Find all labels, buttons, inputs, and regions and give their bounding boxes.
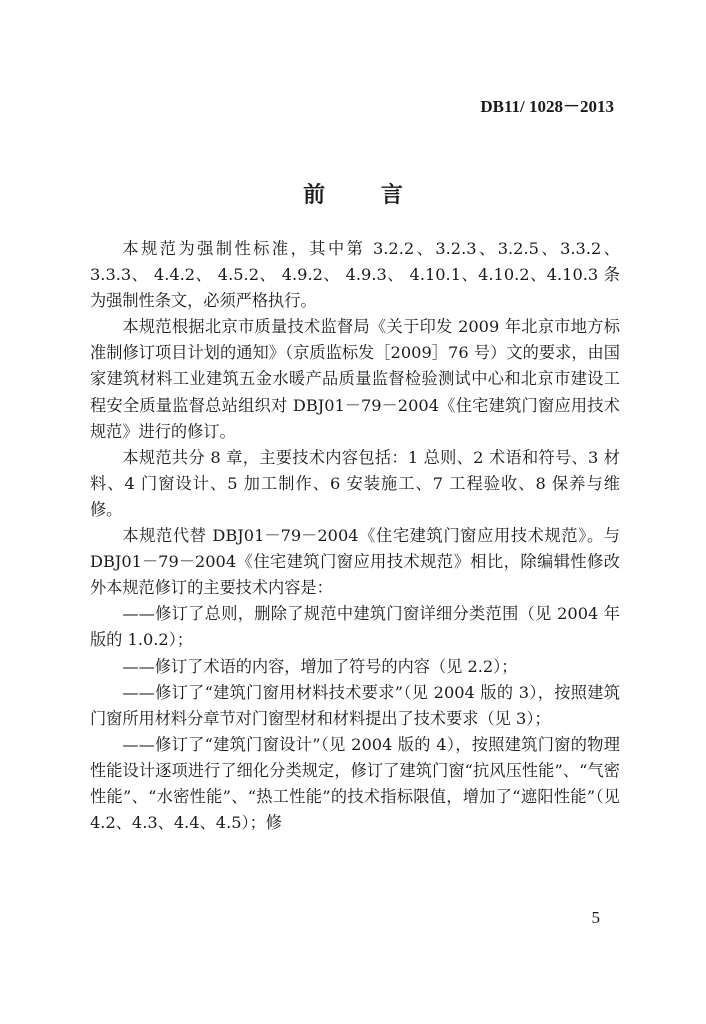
paragraph-chapters: 本规范共分 8 章，主要技术内容包括：1 总则、2 术语和符号、3 材料、4 门窗设计、5 加工制作、6 安装施工、7 工程验收、8 保养与维修。 xyxy=(90,447,620,519)
page-number: 5 xyxy=(591,908,600,927)
revision-item-general: ——修订了总则，删除了规范中建筑门窗详细分类范围（见 2004 年版的 1.0.2）； xyxy=(90,604,620,650)
revision-item-materials: ——修订了“建筑门窗用材料技术要求”（见 2004 版的 3），按照建筑门窗所用材料分章节对门窗型材和材料提出了技术要求（见 3）； xyxy=(90,682,620,728)
revision-item-terms: ——修订了术语的内容，增加了符号的内容（见 2.2）； xyxy=(122,656,518,676)
paragraph-mandatory-clauses: 本规范为强制性标准，其中第 3.2.2、3.2.3、3.2.5、3.3.2、 3.3.3、 4.4.2、 4.5.2、 4.9.2、 4.9.3、 4.10.1、4.10.2、4.10.3 条为强制性条文，必须严格执行。 xyxy=(90,239,620,311)
body-text xyxy=(90,236,620,836)
document-code: DB11/ 1028－2013 xyxy=(480,97,614,116)
page-title: 前 言 xyxy=(303,182,427,208)
revision-item-design: ——修订了“建筑门窗设计”（见 2004 版的 4），按照建筑门窗的物理性能设计逐项进行了细化分类规定，修订了建筑门窗“抗风压性能”、“气密性能”、“水密性能”、“热工性能”的技术指标限值，增加了“遮阳性能”（见 4.2、4.3、4.4、4.5）；修 xyxy=(90,734,620,833)
paragraph-revision-basis: 本规范根据北京市质量技术监督局《关于印发 2009 年北京市地方标准制修订项目计划的通知》（京质监标发［2009］76 号）文的要求，由国家建筑材料工业建筑五金水暖产品质量监督检验测试中心和北京市建设工程安全质量监督总站组织对 DBJ01－79－2004《住宅建筑门窗应用技术规范》进行的修订。 xyxy=(90,317,620,441)
paragraph-replacement: 本规范代替 DBJ01－79－2004《住宅建筑门窗应用技术规范》。与 DBJ01－79－2004《住宅建筑门窗应用技术规范》相比，除编辑性修改外本规范修订的主要技术内容是： xyxy=(90,526,620,598)
